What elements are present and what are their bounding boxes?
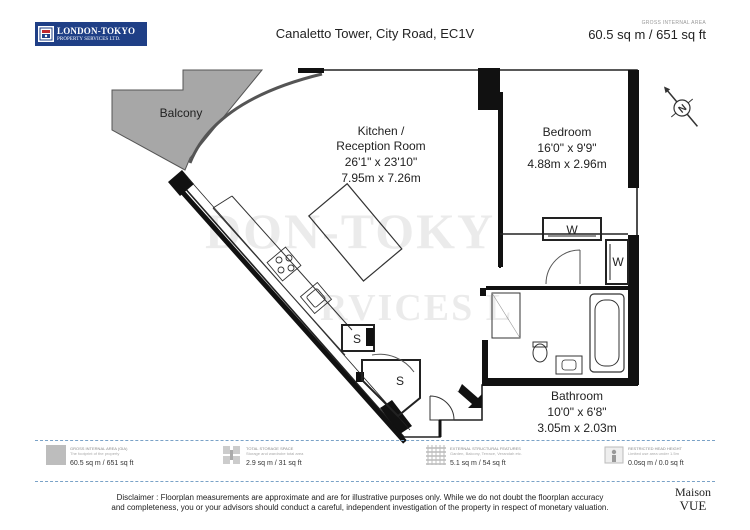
gross-internal-area-swatch <box>46 445 66 465</box>
wardrobe-2-label: W <box>612 255 624 269</box>
bedroom-imperial: 16'0" x 9'9" <box>537 141 597 155</box>
legend-value: 2.9 sq m / 31 sq ft <box>246 460 302 467</box>
legend-subtitle: Garden, Balcony, Terrace, Verandah etc. <box>450 451 522 456</box>
legend-bottom-rule <box>35 481 715 482</box>
bedroom-label: Bedroom <box>542 125 592 139</box>
disclaimer <box>40 493 680 513</box>
gross-internal-area-value: 60.5 sq m / 651 sq ft <box>588 27 706 42</box>
entrance-arrow-icon <box>456 384 482 408</box>
legend-title: RESTRICTED HEAD HEIGHT <box>628 446 683 451</box>
compass-north-label: N <box>676 102 690 116</box>
storage-2-label: S <box>395 374 405 388</box>
watermark-line-1: DON-TOKY <box>205 203 496 259</box>
storage-space-icon <box>222 445 242 465</box>
disclaimer-line-1: Disclaimer : Floorplan measurements are approximate and are for illustrative purposes only. While we do not doubt the floorplan accuracy <box>116 493 604 502</box>
legend-title: EXTERNAL STRUCTURAL FEATURES <box>450 446 521 451</box>
legend-subtitle: Storage and wardrobe total area <box>246 451 304 456</box>
kitchen-imperial: 26'1" x 23'10" <box>344 155 418 169</box>
bedroom-metric: 4.88m x 2.96m <box>527 157 607 171</box>
logo-line-1: LONDON-TOKYO <box>57 25 136 36</box>
brand-line-2: VUE <box>679 498 707 513</box>
logo-line-2: PROPERTY SERVICES LTD. <box>57 36 121 42</box>
gross-internal-area-label: GROSS INTERNAL AREA <box>641 20 706 26</box>
kitchen-metric: 7.95m x 7.26m <box>341 171 421 185</box>
bathroom-label: Bathroom <box>550 389 604 403</box>
legend-value: 60.5 sq m / 651 sq ft <box>70 460 134 467</box>
bathroom-metric: 3.05m x 2.03m <box>537 421 617 435</box>
bedroom-door-swing <box>546 250 580 284</box>
bathroom-basin <box>556 356 582 374</box>
kitchen-label-line-2: Reception Room <box>336 139 426 153</box>
disclaimer-line-2: and completeness, you or your advisors should conduct a careful, independent investigation of the property in respect of monetary valuation. <box>111 503 609 512</box>
external-features-grid-icon <box>426 445 446 465</box>
legend-title: GROSS INTERNAL AREA (GIA) <box>70 446 128 451</box>
legend-subtitle: The footprint of the property <box>70 451 120 456</box>
legend-title: TOTAL STORAGE SPACE <box>246 446 294 451</box>
entrance-door <box>430 396 454 420</box>
legend-subtitle: Limited use area under 1.5m <box>628 451 679 456</box>
brand-line-1: Maison <box>675 485 711 499</box>
wardrobe-1-label: W <box>566 223 578 237</box>
bathroom-imperial: 10'0" x 6'8" <box>547 405 607 419</box>
legend-value: 0.0sq m / 0.0 sq ft <box>628 460 684 467</box>
storage-1-label: S <box>352 332 362 346</box>
watermark-line-2: RVICES L <box>320 287 514 329</box>
legend-top-rule <box>35 440 715 441</box>
balcony-label: Balcony <box>159 106 203 120</box>
balcony-area <box>112 70 262 170</box>
storage-door-swing <box>372 354 414 372</box>
legend-value: 5.1 sq m / 54 sq ft <box>450 460 506 467</box>
property-address: Canaletto Tower, City Road, EC1V <box>275 26 475 41</box>
maison-vue-logo <box>668 486 718 512</box>
restricted-head-height-icon <box>604 445 624 465</box>
kitchen-label-line-1: Kitchen / <box>357 124 405 138</box>
